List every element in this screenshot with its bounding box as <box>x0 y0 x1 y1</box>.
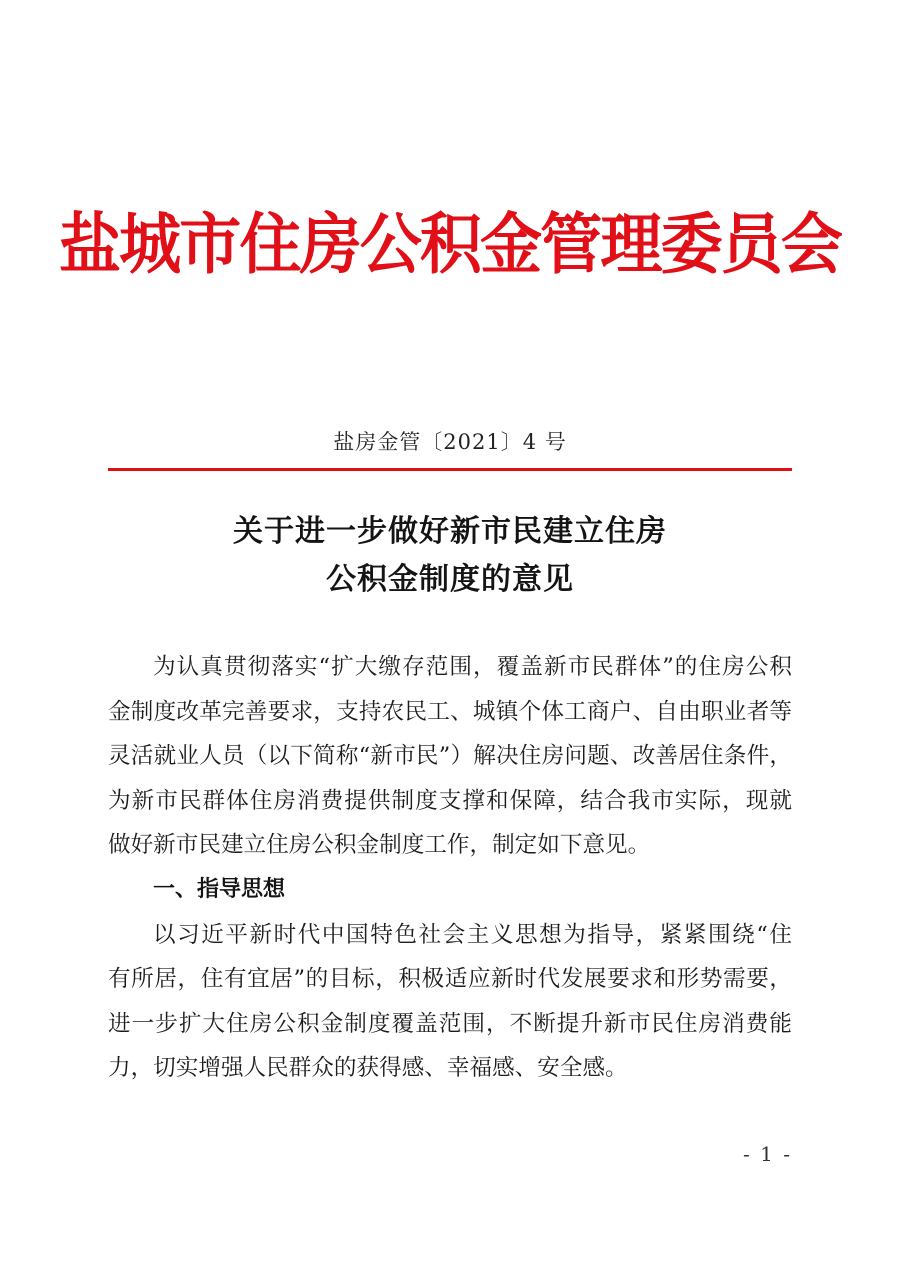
intro-line: 为认真贯彻落实“扩大缴存范围，覆盖新市民群体”的住房公积 <box>153 654 792 680</box>
title-line-2: 公积金制度的意见 <box>326 562 574 597</box>
masthead-title: 盐城市住房公积金管理委员会 <box>58 206 842 283</box>
section1-paragraph <box>108 913 792 1091</box>
section-heading-guiding-thought: 一、指导思想 <box>153 876 286 902</box>
section1-line: 力，切实增强人民群众的获得感、幸福感、安全感。 <box>108 1055 628 1082</box>
intro-line: 为新市民群体住房消费提供制度支撑和保障，结合我市实际，现就 <box>108 787 792 814</box>
title-line-1: 关于进一步做好新市民建立住房 <box>233 514 667 549</box>
intro-line: 金制度改革完善要求，支持农民工、城镇个体工商户、自由职业者等 <box>108 698 792 725</box>
intro-line: 做好新市民建立住房公积金制度工作，制定如下意见。 <box>108 832 651 859</box>
document-body <box>108 645 792 1091</box>
intro-line: 灵活就业人员（以下简称“新市民”）解决住房问题、改善居住条件， <box>108 743 792 770</box>
red-divider-rule <box>108 468 792 471</box>
intro-paragraph <box>108 645 792 868</box>
section1-line: 进一步扩大住房公积金制度覆盖范围，不断提升新市民住房消费能 <box>108 1010 792 1037</box>
section1-line: 有所居，住有宜居”的目标，积极适应新时代发展要求和形势需要， <box>108 966 792 993</box>
document-title <box>0 508 900 604</box>
section1-line: 以习近平新时代中国特色社会主义思想为指导，紧紧围绕“住 <box>153 921 792 948</box>
document-number: 盐房金管〔2021〕4 号 <box>333 430 567 454</box>
page-number: - 1 - <box>743 1142 792 1166</box>
